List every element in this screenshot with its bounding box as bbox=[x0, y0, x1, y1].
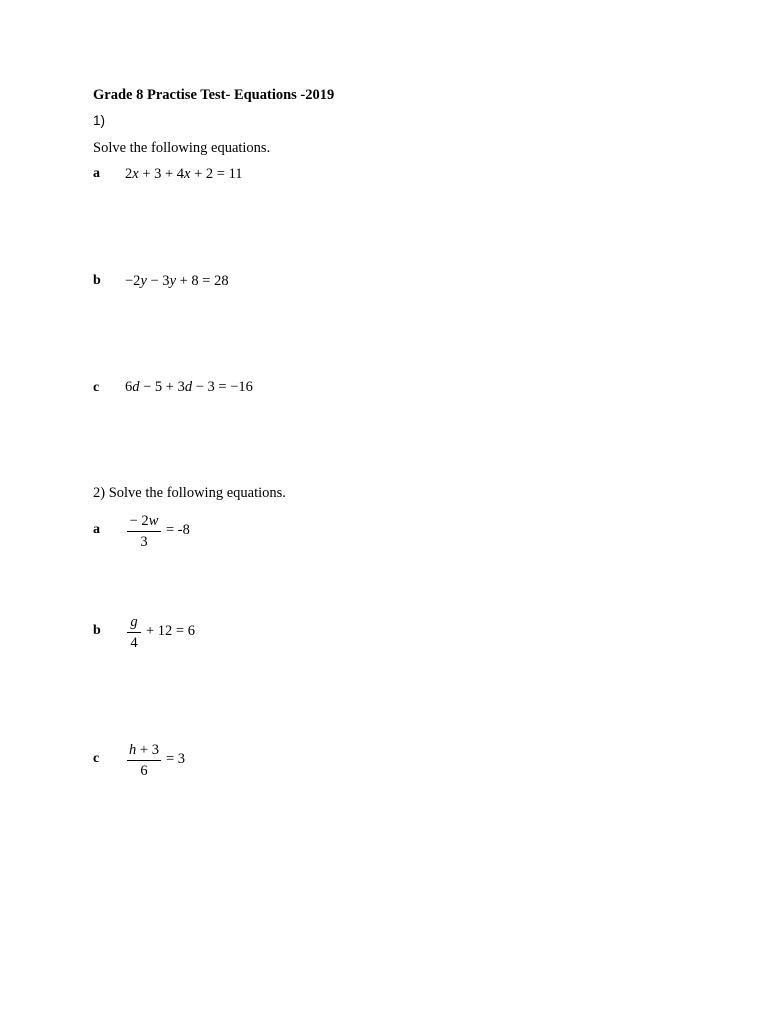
q1-item-a-equation: 2x + 3 + 4x + 2 = 11 bbox=[125, 166, 243, 182]
q2-item-a-letter: a bbox=[93, 522, 100, 537]
q2-item-a-fraction: − 2w 3 bbox=[127, 512, 161, 551]
q1-item-c-letter: c bbox=[93, 380, 100, 395]
q2-item-b-fraction: g 4 bbox=[127, 613, 141, 652]
q2-item-b-rhs: + 12 = 6 bbox=[146, 623, 195, 639]
q1-item-b-equation: −2y − 3y + 8 = 28 bbox=[125, 273, 229, 289]
q2-item-c-rhs: = 3 bbox=[166, 751, 186, 767]
fraction-bar bbox=[127, 760, 161, 761]
question-1-number: 1) bbox=[93, 113, 106, 128]
question-1-instruction: Solve the following equations. bbox=[93, 140, 271, 156]
fraction-bar bbox=[127, 632, 141, 633]
q1-item-a-letter: a bbox=[93, 166, 100, 181]
q1-item-c-equation: 6d − 5 + 3d − 3 = −16 bbox=[125, 379, 253, 395]
fraction-bar bbox=[127, 531, 161, 532]
q2-item-b-letter: b bbox=[93, 623, 101, 638]
q2-item-c-fraction: h + 3 6 bbox=[127, 741, 161, 780]
question-2-instruction: 2) Solve the following equations. bbox=[93, 485, 286, 501]
q1-item-b-letter: b bbox=[93, 273, 101, 288]
q2-item-a-rhs: = -8 bbox=[166, 522, 190, 538]
q2-item-c-letter: c bbox=[93, 751, 100, 766]
page-title: Grade 8 Practise Test- Equations -2019 bbox=[93, 87, 335, 103]
